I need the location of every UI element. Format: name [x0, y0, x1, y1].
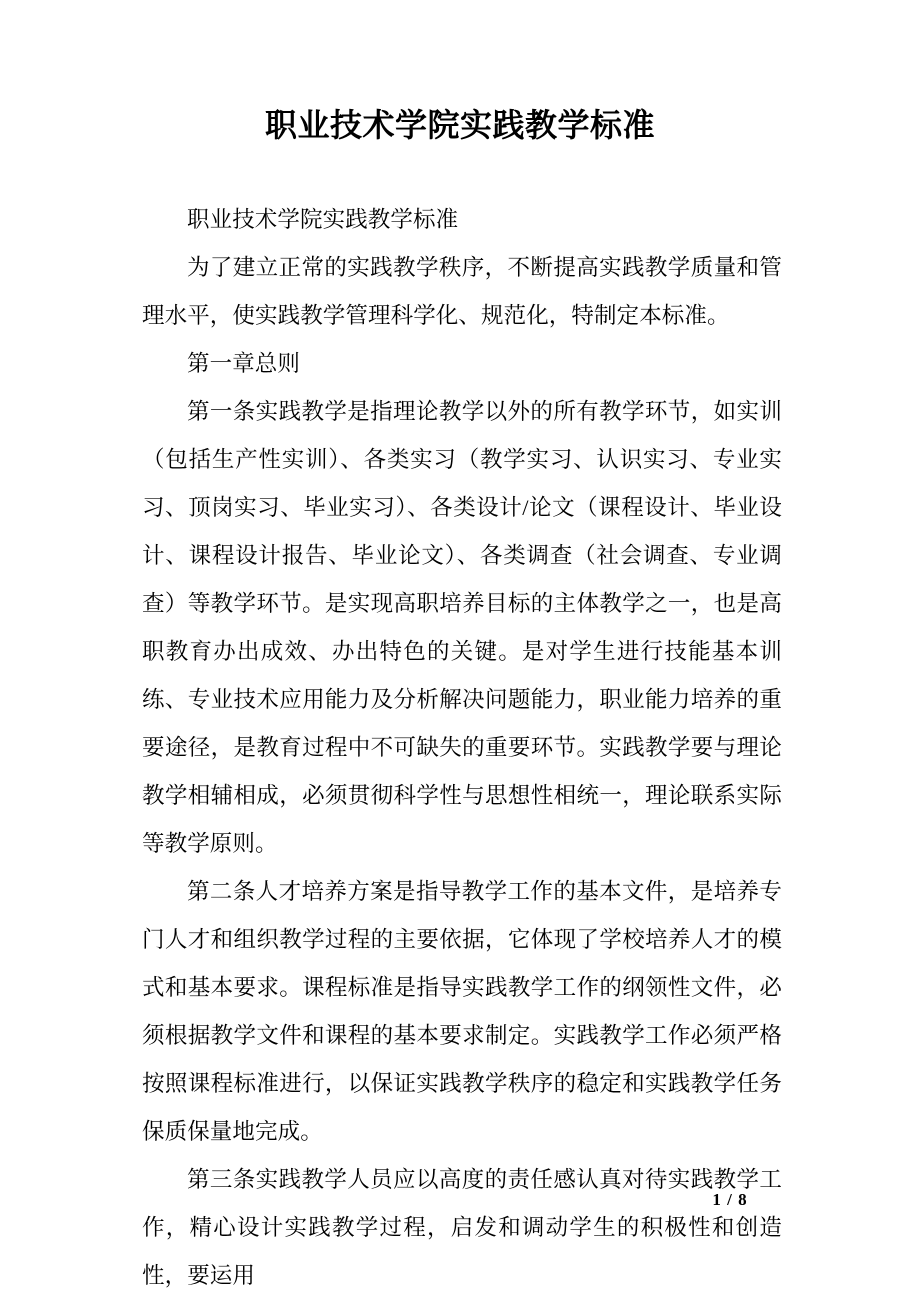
paragraph-heading-repeat: 职业技术学院实践教学标准 — [187, 207, 459, 232]
paragraph-article-one: 第一条实践教学是指理论教学以外的所有教学环节，如实训（包括生产性实训）、各类实习（教学实习、认识实习、专业实习、顶岗实习、毕业实习）、各类设计/论文（课程设计、毕业设计、课程设计报告、毕业论文）、各类调查（社会调查、专业调查）等教学环节。是实现高职培养目标的主体教学之一，也是高职教育办出成效、办出特色的关键。是对学生进行技能基本训练、专业技术应用能力及分析解决问题能力，职业能力培养的重要途径，是教育过程中不可缺失的重要环节。实践教学要与理论教学相辅相成，必须贯彻科学性与思想性相统一，理论联系实际等教学原则。 — [142, 399, 782, 856]
page-number: 1 / 8 — [712, 1190, 748, 1209]
document-body — [142, 196, 782, 1300]
page-title: 职业技术学院实践教学标准 — [264, 107, 655, 144]
paragraph-preamble: 为了建立正常的实践教学秩序，不断提高实践教学质量和管理水平，使实践教学管理科学化、规范化，特制定本标准。 — [142, 255, 782, 328]
paragraph-article-two: 第二条人才培养方案是指导教学工作的基本文件，是培养专门人才和组织教学过程的主要依据，它体现了学校培养人才的模式和基本要求。课程标准是指导实践教学工作的纲领性文件，必须根据教学文件和课程的基本要求制定。实践教学工作必须严格按照课程标准进行，以保证实践教学秩序的稳定和实践教学任务保质保量地完成。 — [142, 879, 782, 1144]
paragraph-chapter-one-heading: 第一章总则 — [187, 351, 301, 376]
page-footer — [0, 1190, 920, 1210]
paragraph-article-three: 第三条实践教学人员应以高度的责任感认真对待实践教学工作，精心设计实践教学过程，启发和调动学生的积极性和创造性，要运用 — [142, 1167, 782, 1288]
